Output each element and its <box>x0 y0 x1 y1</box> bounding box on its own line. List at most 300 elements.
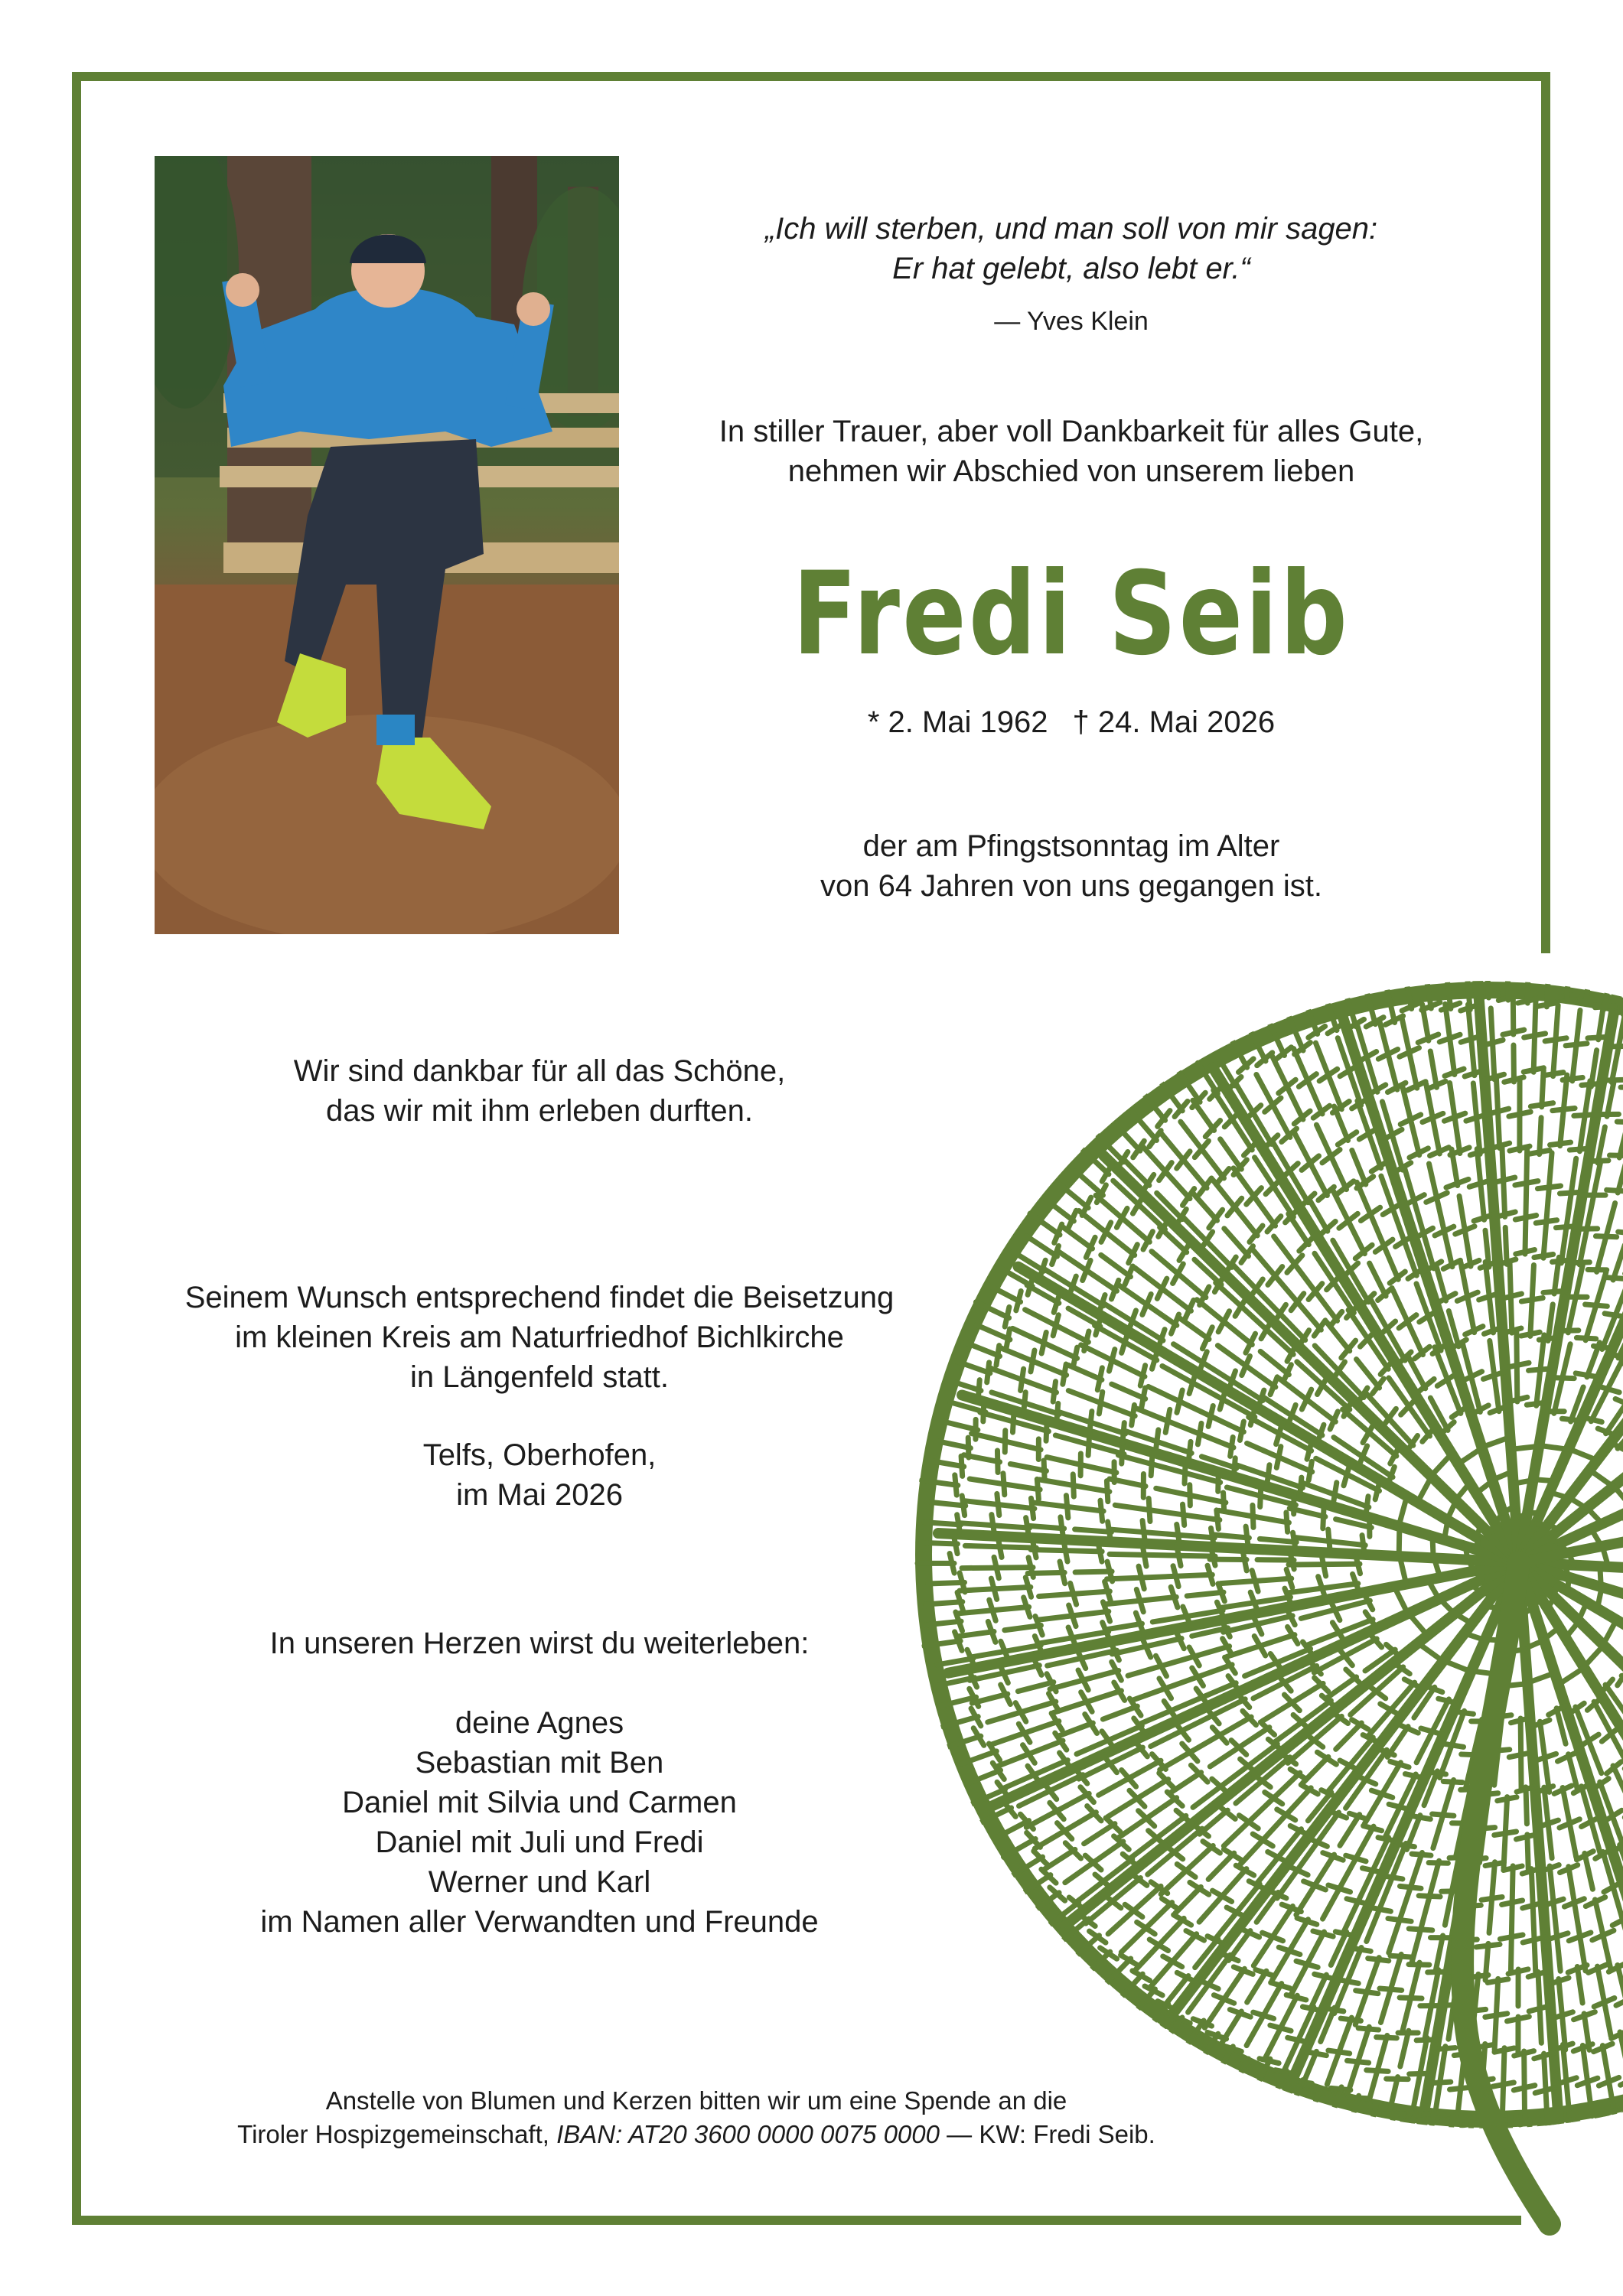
leaf-cell-edge <box>1527 966 1528 1003</box>
age-text <box>658 826 1484 906</box>
age-line: der am Pfingstsonntag im Alter <box>862 829 1280 863</box>
leaf-cell-edge <box>1586 1195 1594 1231</box>
leaf-cell-edge <box>926 1602 963 1604</box>
quote <box>689 209 1454 288</box>
leaf-cell-edge <box>1075 1171 1103 1195</box>
leaf-cell-edge <box>1056 1325 1089 1342</box>
leaf-cell-edge <box>1445 1889 1452 1925</box>
leaf-cell-edge <box>1210 1747 1240 1767</box>
leaf-cell-edge <box>1224 1229 1249 1256</box>
leaf-cell-edge <box>1425 2004 1432 2040</box>
leaf-cell-edge <box>1511 1900 1512 1937</box>
leaf-cell-edge <box>1436 1197 1445 1233</box>
leaf-cell-edge <box>1253 1249 1276 1278</box>
leaf-cell-edge <box>1618 1232 1623 1234</box>
leaf-cell-edge <box>1291 1962 1308 1995</box>
leaf-cell-edge <box>994 1587 1031 1588</box>
leaf-cell-edge <box>998 1505 1035 1509</box>
leaf-cell-edge <box>1410 1052 1417 1088</box>
leaf-cell-edge <box>1576 1263 1583 1299</box>
frame-right-border <box>1541 72 1550 953</box>
leaf-cell-edge <box>1339 2018 1352 2052</box>
leaf-cell-edge <box>1526 1183 1527 1220</box>
leaf-cell-edge <box>1433 1813 1444 1848</box>
family-member: Daniel mit Juli und Fredi <box>375 1825 704 1859</box>
leaf-cell-edge <box>924 1523 961 1525</box>
leaf-cell-edge <box>992 1732 1026 1744</box>
leaf-cell-edge <box>1620 2032 1623 2068</box>
leaf-cell-edge <box>1181 1122 1203 1151</box>
leaf-cell-edge <box>1234 1207 1257 1235</box>
leaf-cell-edge <box>1505 1227 1507 1264</box>
leaf-cell-edge <box>1417 1477 1431 1503</box>
leaf-cell-edge <box>1108 1797 1139 1816</box>
family-member: deine Agnes <box>455 1706 624 1740</box>
leaf-cell-edge <box>1563 2044 1566 2081</box>
leaf-cell-edge <box>1600 1566 1601 1587</box>
leaf-cell-edge <box>1462 1343 1471 1378</box>
leaf-cell-edge <box>1418 1643 1443 1662</box>
leaf-cell-edge <box>1512 1866 1513 1903</box>
age-line: von 64 Jahren von uns gegangen ist. <box>820 869 1323 903</box>
leaf-cell-edge <box>1389 1918 1400 1953</box>
leaf-cell-edge <box>1618 1158 1623 1193</box>
leaf-cell-edge <box>1012 1328 1046 1343</box>
portrait-photo <box>155 156 619 934</box>
leaf-cell-edge <box>1553 1040 1556 1076</box>
leaf-cell-edge <box>1199 1894 1224 1922</box>
leaf-cell-edge <box>1367 1958 1379 1992</box>
gratitude-text <box>153 1051 926 1131</box>
leaf-cell-edge <box>1112 1360 1145 1376</box>
leaf-cell-edge <box>1220 1717 1252 1735</box>
leaf-cell-edge <box>1289 1920 1308 1951</box>
leaf-cell-edge <box>1444 1520 1448 1540</box>
leaf-cell-edge <box>1491 1008 1492 1045</box>
leaf-cell-edge <box>1162 1288 1191 1311</box>
leaf-cell-edge <box>1253 1196 1275 1226</box>
leaf-cell-edge <box>1122 1218 1149 1242</box>
leaf-cell-edge <box>1217 1346 1247 1367</box>
leaf-cell-edge <box>1135 1268 1164 1290</box>
gratitude-line: Wir sind dankbar für all das Schöne, <box>293 1054 786 1088</box>
leaf-cell-edge <box>999 1547 1036 1548</box>
leaf-cell-edge <box>1597 1966 1604 2002</box>
leaf-cell-edge <box>1273 1773 1300 1798</box>
leaf-cell-edge <box>1315 1855 1335 1886</box>
leaf-cell-edge <box>1574 1900 1580 1936</box>
leaf-cell-edge <box>1260 1351 1289 1374</box>
leaf-cell-edge <box>1589 1470 1613 1487</box>
leaf-cell-edge <box>1358 2027 1370 2062</box>
leaf-cell-edge <box>1450 1038 1455 1075</box>
leaf-cell-edge <box>1388 1054 1397 1089</box>
leaf-cell-edge <box>1429 1861 1439 1896</box>
leaf-cell-edge <box>1156 1488 1192 1496</box>
leaf-cell-edge <box>1390 1954 1401 1989</box>
leaf-cell-edge <box>959 1523 996 1526</box>
leaf-cell-edge <box>1527 1835 1528 1871</box>
leaf-cell-edge <box>1093 1842 1123 1863</box>
leaf-cell-edge <box>1440 2047 1445 2083</box>
leaf-cell-edge <box>1569 1449 1597 1461</box>
leaf-cell-edge <box>1560 1109 1564 1146</box>
frame-left-border <box>72 72 81 2225</box>
leaf-cell-edge <box>1540 1118 1541 1155</box>
leaf-cell-edge <box>1329 1541 1366 1545</box>
leaf-cell-edge <box>1106 1233 1134 1255</box>
leaf-cell-edge <box>1224 1969 1245 1999</box>
leaf-cell-edge <box>971 1651 1007 1657</box>
donation-iban: IBAN: AT20 3600 0000 0075 0000 <box>556 2120 940 2148</box>
leaf-cell-edge <box>1566 1193 1572 1229</box>
leaf-cell-edge <box>1597 1236 1606 1272</box>
leaf-cell-edge <box>1618 1965 1623 2001</box>
leaf-cell-edge <box>1047 1457 1083 1465</box>
leaf-cell-edge <box>1221 1581 1257 1583</box>
leaf-cell-edge <box>1473 1083 1477 1120</box>
leaf-cell-edge <box>1021 1702 1056 1712</box>
leaf-cell-edge <box>1393 1290 1408 1324</box>
leaf-cell-edge <box>1149 1510 1186 1516</box>
leaf-cell-edge <box>1005 1625 1041 1630</box>
leaf-cell-edge <box>1224 1321 1252 1344</box>
leaf-cell-edge <box>1336 1723 1362 1749</box>
leaf-cell-edge <box>1161 1133 1185 1161</box>
leaf-cell-edge <box>1141 1576 1178 1578</box>
leaf-cell-edge <box>1521 1753 1522 1790</box>
leaf-cell-edge <box>1201 1149 1224 1178</box>
leaf-cell-edge <box>1468 2122 1471 2158</box>
leaf-cell-edge <box>1572 1044 1576 1081</box>
leaf-cell-edge <box>1579 1115 1585 1151</box>
leaf-cell-edge <box>1430 1051 1436 1087</box>
leaf-cell-edge <box>1455 1117 1460 1154</box>
leaf-cell-edge <box>1426 972 1432 1008</box>
leaf-cell-edge <box>1323 1564 1360 1565</box>
leaf-cell-edge <box>1144 1532 1181 1536</box>
leaf-cell-edge <box>1576 1010 1580 1047</box>
leaf-cell-edge <box>1263 1813 1288 1840</box>
leaf-cell-edge <box>1286 1788 1312 1815</box>
leaf-cell-edge <box>1273 1907 1292 1937</box>
leaf-cell-edge <box>1380 1988 1391 2023</box>
leaf-cell-edge <box>1221 1139 1242 1169</box>
leaf-cell-edge <box>1295 1537 1331 1541</box>
leaf-cell-edge <box>1356 1826 1374 1858</box>
leaf-cell-edge <box>1133 1886 1161 1910</box>
leaf-cell-edge <box>1489 1897 1492 1933</box>
leaf-cell-edge <box>1605 1203 1615 1239</box>
leaf-cell-edge <box>1239 1728 1269 1747</box>
leaf-cell-edge <box>1589 2124 1593 2161</box>
leaf-cell-edge <box>1048 1658 1084 1666</box>
leaf-cell-edge <box>1118 1285 1148 1305</box>
leaf-cell-edge <box>1602 2046 1608 2082</box>
leaf-cell-edge <box>1526 1787 1527 1824</box>
family-member: Werner und Karl <box>428 1865 651 1899</box>
leaf-cell-edge <box>1287 1086 1303 1119</box>
donation-line: Anstelle von Blumen und Kerzen bitten wir um eine Spende an die <box>325 2086 1067 2115</box>
family-member: im Namen aller Verwandten und Freunde <box>260 1905 819 1939</box>
leaf-cell-edge <box>1531 1869 1533 1906</box>
leaf-cell-edge <box>1568 1578 1569 1591</box>
leaf-cell-edge <box>1612 1046 1618 1082</box>
leaf-cell-edge <box>1409 1614 1428 1636</box>
leaf-cell-edge <box>1402 1018 1410 1054</box>
leaf-cell-edge <box>1566 1621 1579 1638</box>
leaf-cell-edge <box>1411 1962 1420 1998</box>
leaf-cell-edge <box>1421 1894 1430 1930</box>
leaf-cell-edge <box>1193 1193 1217 1220</box>
leaf-cell-edge <box>1436 1936 1443 1972</box>
leaf-cell-edge <box>1065 1551 1102 1552</box>
leaf-cell-edge <box>1249 1796 1276 1822</box>
burial-line: in Längenfeld statt. <box>409 1360 670 1394</box>
leaf-cell-edge <box>1492 1862 1495 1899</box>
leaf-cell-edge <box>1548 1304 1553 1341</box>
leaf-cell-edge <box>1118 1817 1149 1838</box>
leaf-cell-edge <box>1072 1632 1108 1638</box>
leaf-cell-edge <box>1487 966 1489 998</box>
leaf-cell-edge <box>1100 1403 1135 1416</box>
leaf-cell-edge <box>1577 1967 1582 2004</box>
leaf-cell-edge <box>1073 1591 1110 1594</box>
leaf-cell-edge <box>1571 1158 1576 1195</box>
leaf-cell-edge <box>1172 1934 1196 1962</box>
quote-line: Er hat gelebt, also lebt er.“ <box>892 252 1250 285</box>
leaf-cell-edge <box>1556 1005 1558 1042</box>
leaf-cell-edge <box>1080 1464 1116 1472</box>
leaf-cell-edge <box>1072 1611 1109 1616</box>
frame-top-border <box>72 72 1550 81</box>
leaf-cell-edge <box>1534 1938 1536 1975</box>
leaf-cell-edge <box>1190 1495 1226 1503</box>
leaf-cell-edge <box>1087 1270 1117 1291</box>
leaf-cell-edge <box>1101 1255 1131 1276</box>
leaf-cell-edge <box>1213 1535 1250 1538</box>
leaf-cell-edge <box>929 1502 966 1506</box>
leaf-cell-edge <box>1260 1539 1296 1542</box>
leaf-skeleton-icon <box>914 966 1623 2236</box>
leaf-cell-edge <box>989 1368 1024 1381</box>
leaf-cell-edge <box>1546 970 1548 1007</box>
leaf-cell-edge <box>1087 1691 1122 1702</box>
leaf-cell-edge <box>1187 1592 1224 1596</box>
leaf-cell-edge <box>1294 1132 1311 1165</box>
leaf-cell-edge <box>1559 1979 1563 2016</box>
life-dates <box>658 702 1484 742</box>
leaf-cell-edge <box>1569 1497 1586 1508</box>
leaf-cell-edge <box>1165 1171 1190 1199</box>
leaf-cell-edge <box>1121 1926 1147 1952</box>
leaf-cell-edge <box>1004 1484 1040 1490</box>
leaf-cell-edge <box>928 1582 965 1584</box>
leaf-cell-edge <box>1533 1035 1534 1072</box>
leaf-cell-edge <box>1604 2000 1611 2036</box>
leaf-cell-edge <box>1595 1900 1603 1936</box>
leaf-cell-edge <box>1614 1487 1623 1509</box>
leaf-cell-edge <box>1505 1797 1507 1834</box>
leaf-cell-edge <box>1306 1399 1335 1422</box>
leaf-cell-edge <box>1548 1822 1552 1858</box>
leaf-cell-edge <box>1254 1597 1290 1603</box>
leaf-cell-edge <box>1532 1265 1533 1301</box>
place-date <box>153 1435 926 1515</box>
leaf-cell-edge <box>1619 1122 1623 1158</box>
leaf-cell-edge <box>1161 1656 1196 1666</box>
leaf-cell-edge <box>1553 1900 1557 1937</box>
leaf-cell-edge <box>1569 1822 1576 1858</box>
leaf-cell-edge <box>1458 1448 1482 1464</box>
leaf-cell-edge <box>993 1526 1030 1528</box>
leaf-cell-edge <box>1295 1264 1317 1293</box>
leaf-cell-edge <box>992 1607 1029 1610</box>
leaf-cell-edge <box>1032 1361 1066 1375</box>
leaf-cell-edge <box>1477 1525 1481 1537</box>
leaf-cell-edge <box>1561 1226 1566 1263</box>
leaf-cell-edge <box>1140 1597 1177 1601</box>
leaf-cell-edge <box>1514 1480 1533 1484</box>
leaf-cell-edge <box>1033 1503 1070 1507</box>
leaf-cell-edge <box>970 1479 1005 1484</box>
burial-text <box>153 1278 926 1397</box>
leaf-cell-edge <box>1568 1297 1576 1333</box>
leaf-cell-edge <box>1149 1386 1181 1402</box>
leaf-cell-edge <box>1038 1637 1074 1643</box>
leaf-cell-edge <box>1613 1766 1623 1799</box>
leaf-cell-edge <box>1559 1668 1585 1685</box>
leaf-cell-edge <box>1406 2119 1413 2154</box>
leaf-cell-edge <box>1190 1734 1222 1753</box>
leaf-cell-edge <box>1591 1050 1596 1086</box>
leaf-cell-edge <box>1146 1638 1181 1646</box>
leaf-cell-edge <box>1582 2046 1587 2083</box>
leaf-cell-edge <box>1179 1402 1212 1418</box>
leaf-cell-edge <box>1348 1221 1364 1254</box>
leaf-cell-edge <box>1316 1125 1331 1158</box>
leaf-cell-edge <box>1579 2123 1598 2130</box>
leaf-cell-edge <box>1265 2026 1282 2059</box>
leaf-cell-edge <box>1274 1236 1296 1265</box>
leaf-cell-edge <box>1253 1935 1273 1965</box>
leaf-cell-edge <box>963 1501 1000 1505</box>
leaf-cell-edge <box>1183 1160 1207 1188</box>
gratitude-line: das wir mit ihm erleben durften. <box>325 1094 753 1128</box>
leaf-cell-edge <box>1208 1853 1234 1879</box>
leaf-cell-edge <box>1186 1845 1213 1871</box>
leaf-cell-edge <box>1502 2083 1503 2119</box>
leaf-cell-edge <box>1444 1231 1452 1267</box>
leaf-cell-edge <box>1168 1421 1202 1435</box>
leaf-cell-edge <box>1556 1935 1560 1972</box>
leaf-cell-edge <box>1579 1602 1587 1620</box>
leaf-cell-edge <box>1146 1304 1176 1325</box>
leaf-cell-edge <box>1400 2031 1409 2066</box>
leaf-cell-edge <box>1211 1416 1243 1432</box>
leaf-cell-edge <box>1498 1112 1499 1148</box>
intro-line: In stiller Trauer, aber voll Dankbarkeit für alles Gute, <box>719 415 1424 448</box>
leaf-cell-edge <box>1540 2006 1541 2043</box>
leaf-cell-edge <box>1357 1360 1380 1388</box>
leaf-cell-edge <box>1108 1910 1136 1934</box>
leaf-cell-edge <box>1253 1516 1289 1523</box>
family-list <box>153 1703 926 1942</box>
leaf-cell-edge <box>1550 1866 1553 1903</box>
intro-line: nehmen wir Abschied von unserem lieben <box>787 454 1355 488</box>
leaf-cell-edge <box>1292 1683 1323 1702</box>
leaf-cell-edge <box>1382 1763 1400 1794</box>
leaf-cell-edge <box>1178 1535 1214 1538</box>
leaf-cell-edge <box>1566 966 1569 998</box>
leaf-cell-edge <box>1137 1780 1168 1799</box>
leaf-cell-edge <box>1058 1251 1088 1272</box>
leaf-cell-edge <box>1562 1344 1570 1380</box>
leaf-cell-edge <box>1420 2037 1427 2073</box>
leaf-cell-edge <box>1260 1635 1295 1646</box>
leaf-cell-edge <box>1413 2072 1420 2108</box>
quote-author: — Yves Klein <box>994 307 1149 336</box>
leaf-cell-edge <box>1544 2053 1546 2090</box>
leaf-cell-edge <box>1005 1441 1041 1450</box>
leaf-cell-edge <box>1075 1571 1112 1572</box>
burial-line: Seinem Wunsch entsprechend findet die Beisetzung <box>184 1281 895 1314</box>
donation-keyword: — KW: Fredi Seib. <box>940 2120 1155 2148</box>
leaf-cell-edge <box>1471 1039 1475 1076</box>
leaf-cell-edge <box>1455 1483 1470 1500</box>
leaf-cell-edge <box>1028 1526 1064 1529</box>
leaf-cell-edge <box>1584 1645 1604 1666</box>
leaf-cell-edge <box>1099 1777 1131 1795</box>
leaf-cell-edge <box>1273 1105 1290 1137</box>
leaf-cell-edge <box>1301 1609 1336 1618</box>
leaf-cell-edge <box>1263 1984 1282 2016</box>
leaf-cell-edge <box>1410 1852 1422 1887</box>
leaf-cell-edge <box>1152 1616 1188 1622</box>
leaf-cell-edge <box>1322 1584 1358 1588</box>
leaf-cell-edge <box>1399 1496 1407 1526</box>
leaf-cell-edge <box>1465 1230 1471 1266</box>
leaf-cell-edge <box>1543 1221 1546 1258</box>
leaf-cell-edge <box>1307 1932 1324 1964</box>
leaf-cell-edge <box>1504 1180 1505 1216</box>
leaf-cell-edge <box>1150 1960 1174 1988</box>
portrait-photo-image <box>155 156 619 934</box>
leaf-cell-edge <box>1410 1119 1419 1155</box>
leaf-cell-edge <box>965 1545 1002 1546</box>
leaf-cell-edge <box>1468 1296 1475 1332</box>
leaf-cell-edge <box>1606 2112 1612 2148</box>
leaf-cell-edge <box>1618 1012 1623 1048</box>
leaf-cell-edge <box>1490 1341 1494 1378</box>
leaf-cell-edge <box>1039 1594 1076 1596</box>
family-member: Sebastian mit Ben <box>415 1746 664 1780</box>
burial-line: im kleinen Kreis am Naturfriedhof Bichlkirche <box>235 1321 844 1354</box>
donation-org: Tiroler Hospizgemeinschaft, <box>237 2120 557 2148</box>
leaf-cell-edge <box>1616 1996 1623 2006</box>
deceased-name: Fredi Seib <box>792 548 1351 681</box>
leaf-cell-edge <box>1566 2079 1569 2115</box>
leaf-cell-edge <box>1067 1506 1103 1511</box>
place-line: im Mai 2026 <box>456 1478 623 1512</box>
leaf-cell-edge <box>1310 1163 1327 1196</box>
leaf-cell-edge <box>1533 1904 1534 1940</box>
leaf-cell-edge <box>1533 1480 1555 1481</box>
leaf-cell-edge <box>1110 1554 1146 1555</box>
leaf-cell-edge <box>1178 1555 1215 1556</box>
leaf-cell-edge <box>1569 1867 1575 1903</box>
leaf-cell-edge <box>1399 1526 1400 1556</box>
